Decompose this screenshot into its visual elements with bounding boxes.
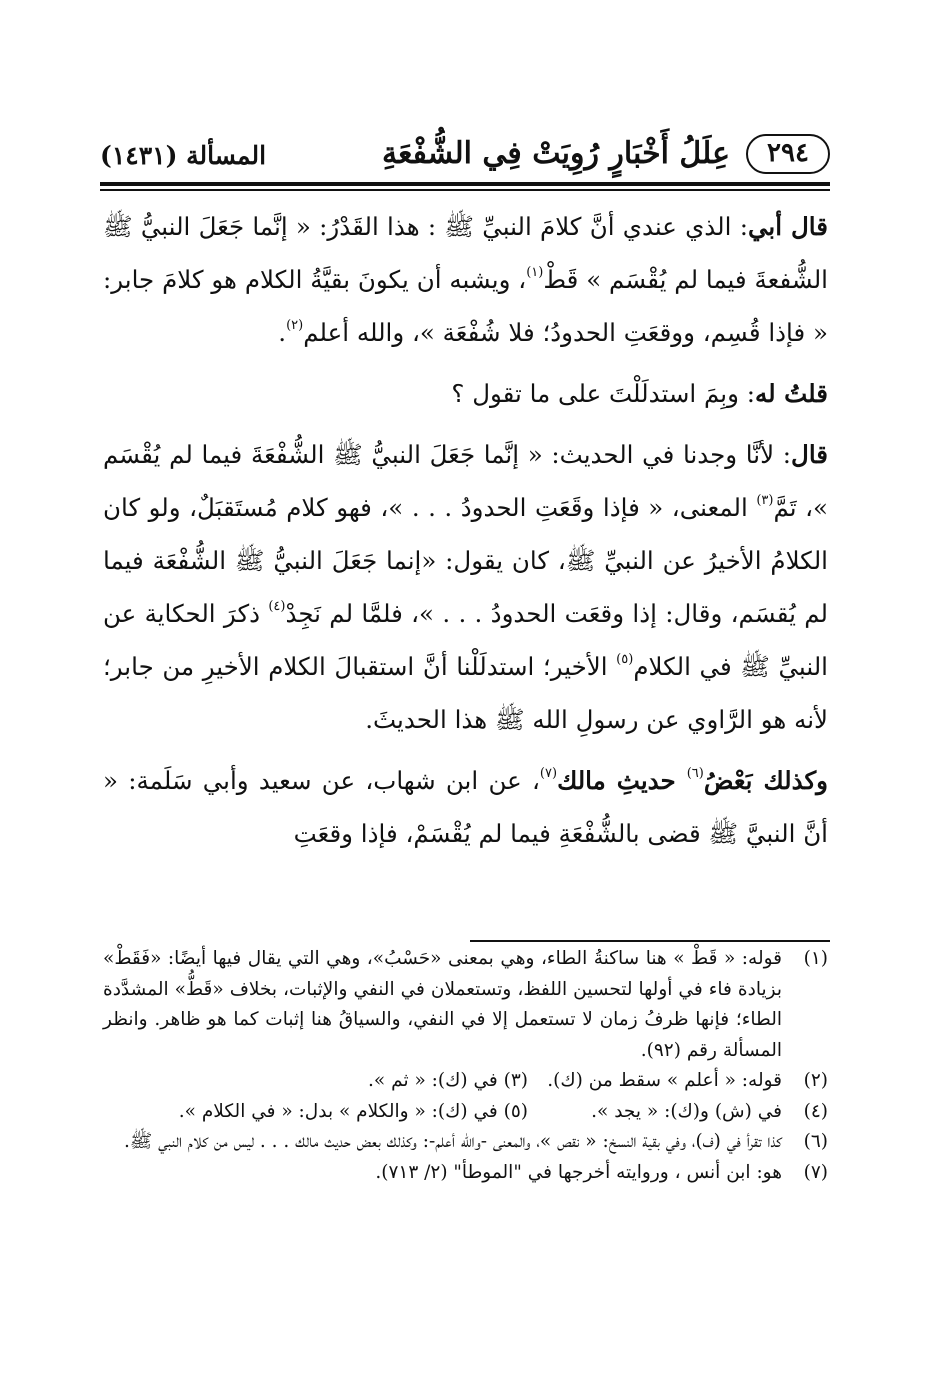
footnote-number: (٤)	[803, 1100, 828, 1122]
paragraph	[103, 428, 828, 746]
text-run: الأخير؛ استدلَلْنا أنَّ استقبالَ الكلام الأخيرِ من جابر؛ لأنه هو الرَّاوي عن رسولِ الله ﷺ هذا الحديثَ.	[103, 652, 828, 734]
bold-lead: قال أبي	[747, 212, 828, 241]
footnote-1	[103, 944, 828, 1066]
footnote-marker: (٧)	[539, 766, 558, 781]
footnote-text: في (ش) و(ك): « يجد ».	[591, 1100, 782, 1122]
text-run: .	[278, 318, 287, 347]
footnote-text: كذا تقرأ في (ف)، وفي بقية النسخ: « نقص »، والمعنى -والله أعلم-: وكذلك بعض حديث مالك . . . ليس من كلام النبي ﷺ.	[123, 1131, 782, 1152]
footnote-5	[179, 1097, 528, 1128]
footnote-number: (٣)	[503, 1070, 528, 1091]
paragraph	[103, 367, 828, 420]
footnote-text: في (ك): « ثم ».	[368, 1070, 498, 1091]
footnote-text: في (ك): « والكلام » بدل: « في الكلام ».	[178, 1100, 498, 1122]
bold-lead: قال	[791, 440, 828, 469]
footnote-text: قوله: « أعلم » سقط من (ك).	[547, 1070, 782, 1091]
header-rule-thick	[100, 182, 830, 186]
footnote-marker: (٦)	[686, 766, 704, 781]
footnote-7	[103, 1158, 828, 1189]
bold-lead: قلتُ له	[754, 379, 828, 408]
footnotes	[103, 944, 828, 1188]
book-title: عِلَلُ أَخْبَارٍ رُوِيَتْ فِي الشُّفْعَةِ	[382, 136, 730, 171]
footnote-number: (١)	[803, 948, 828, 969]
text-run: ، عن ابن شهاب، عن سعيد وأبي سَلَمة: « أنَّ النبيَّ ﷺ قضى بالشُّفْعَةِ فيما لم يُقْسَمْ، فإذا وقعَتِ	[103, 766, 828, 848]
footnote-marker: (١)	[526, 265, 544, 280]
page-number-badge: ٢٩٤	[746, 134, 830, 174]
text-run: : وبِمَ استدلَلْتَ على ما تقول ؟	[451, 379, 755, 408]
main-text	[103, 200, 828, 868]
text-run: ذكرَ الحكاية عن النبيِّ ﷺ في الكلام	[103, 599, 828, 681]
issue-label: المسألة (١٤٣١)	[100, 141, 267, 170]
text-run: المعنى، « فإذا وقَعَتِ الحدودُ . . . »، فهو كلام مُستَقبَلٌ، ولو كان الكلامُ الأخيرُ عن النبيِّ ﷺ، كان يقول: «إنما جَعَلَ النبيُّ ﷺ الشُّفْعَة فيما لم يُقسَم، وقال: إذا وقعَت الحدودُ . . . »، فلمَّا لم نَجِدْ	[103, 493, 828, 628]
text-run: : لأنَّا وجدنا في الحديث: « إنَّما جَعَلَ النبيُّ ﷺ الشُّفْعَةَ فيما لم يُقْسَم »، تَمَّ	[103, 440, 828, 522]
footnote-row-4-5	[103, 1097, 828, 1128]
footnote-separator	[470, 940, 830, 942]
text-run: ، ويشبه أن يكونَ بقيَّةُ الكلام هو كلامَ جابر: « فإذا قُسِم، ووقعَتِ الحدودُ؛ فلا شُفْعَة »، والله أعلم	[103, 265, 828, 347]
footnote-number: (٥)	[503, 1100, 528, 1122]
header-rule-thin	[100, 189, 830, 191]
page-header	[100, 130, 830, 180]
text-run: : الذي عندي أنَّ كلامَ النبيِّ ﷺ : هذا القَدْرُ: « إنَّما جَعَلَ النبيُّ ﷺ الشُّفعةَ فيما لم يُقْسَم » قَطْ	[103, 212, 828, 294]
footnote-text: هو: ابن أنس ، وروايته أخرجها في "الموطأ" (٢/ ٧١٣).	[375, 1161, 782, 1183]
bold-lead: حديثِ مالك	[557, 766, 687, 795]
paragraph	[103, 200, 828, 359]
footnote-number: (٦)	[803, 1131, 828, 1152]
footnote-marker: (٤)	[268, 599, 286, 614]
footnote-number: (٧)	[803, 1161, 828, 1183]
footnote-marker: (٣)	[756, 493, 774, 508]
footnote-6	[103, 1127, 828, 1158]
footnote-number: (٢)	[803, 1070, 828, 1091]
bold-lead: وكذلك بَعْضُ	[703, 766, 828, 795]
footnote-marker: (٥)	[616, 652, 634, 667]
footnote-3	[368, 1066, 528, 1097]
paragraph	[103, 754, 828, 860]
footnote-text: قوله: « قَطْ » هنا ساكنةُ الطاء، وهي بمعنى «حَسْبُ»، وهي التي يقال فيها أيضًا: «فَقَطْ» بزيادة فاء في أولها لتحسين اللفظ، وتستعملان في النفي والإثبات، بخلاف «قَطُّ» المشدَّدة الطاء؛ فإنها ظرفُ زمان لا تستعمل إلا في النفي، والسياقُ هنا إثبات كما هو ظاهر. وانظر المسألة رقم (٩٢).	[103, 948, 782, 1061]
footnote-row-2-3	[103, 1066, 828, 1097]
footnote-marker: (٢)	[286, 318, 304, 333]
